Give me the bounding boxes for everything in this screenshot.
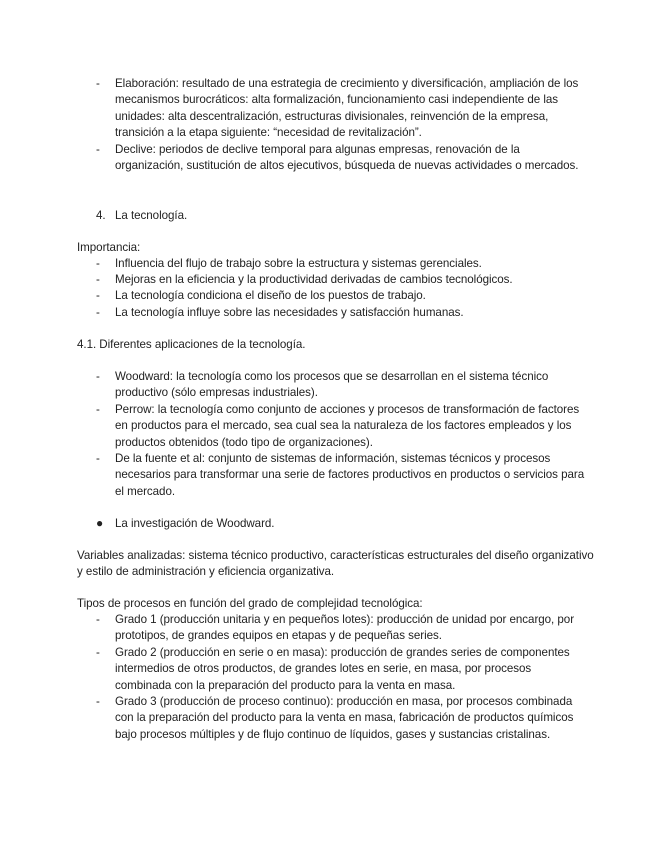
list-dash: - (96, 646, 100, 659)
list-dash: - (96, 613, 100, 626)
section-title-tecnologia: La tecnología. (115, 209, 188, 222)
aplicacion-perrow: Perrow: la tecnología como conjunto de acciones y procesos de transformación de factores en productos para el mercado, sea cual sea la naturaleza de los factores empleados y los productos obtenidos (todo tipo de organizaciones). (115, 403, 580, 449)
list-dash: - (96, 403, 100, 416)
tipos-heading: Tipos de procesos en función del grado de complejidad tecnológica: (77, 597, 423, 610)
importancia-item: La tecnología influye sobre las necesidades y satisfacción humanas. (115, 306, 464, 319)
aplicacion-woodward: Woodward: la tecnología como los procesos que se desarrollan en el sistema técnico productivo (sólo empresas industriales). (115, 370, 549, 400)
list-dash: - (96, 695, 100, 708)
section-41-heading: 4.1. Diferentes aplicaciones de la tecnología. (77, 338, 306, 351)
list-item-declive: Declive: periodos de declive temporal para algunas empresas, renovación de la organización, sustitución de altos ejecutivos, búsqueda de nuevas actividades o mercados. (115, 143, 579, 173)
bullet-icon: ● (96, 516, 104, 530)
tipo-grado-2: Grado 2 (producción en serie o en masa): producción de grandes series de componentes intermedios de otros productos, de grandes lotes en serie, en masa, por procesos combinada con la preparación del producto para la venta en masa. (115, 646, 570, 692)
list-dash: - (96, 273, 100, 286)
list-dash: - (96, 257, 100, 270)
list-dash: - (96, 289, 100, 302)
importancia-item: Mejoras en la eficiencia y la productividad derivadas de cambios tecnológicos. (115, 273, 513, 286)
list-dash: - (96, 143, 100, 156)
list-item-elaboracion: Elaboración: resultado de una estrategia de crecimiento y diversificación, ampliación de los mecanismos burocráticos: alta formalización, funcionamiento casi independiente de las unidades: alta descentralización, estructuras divisionales, reinvención de la empresa, transición a la etapa siguiente: “necesidad de revitalización”. (115, 77, 579, 140)
list-dash: - (96, 77, 100, 90)
list-dash: - (96, 452, 100, 465)
importancia-heading: Importancia: (77, 241, 141, 254)
list-dash: - (96, 306, 100, 319)
tipo-grado-1: Grado 1 (producción unitaria y en pequeños lotes): producción de unidad por encargo, por prototipos, de grandes equipos en etapas y de pequeñas series. (115, 613, 575, 643)
list-dash: - (96, 370, 100, 383)
importancia-item: Influencia del flujo de trabajo sobre la estructura y sistemas gerenciales. (115, 257, 482, 270)
importancia-item: La tecnología condiciona el diseño de los puestos de trabajo. (115, 289, 426, 302)
aplicacion-de-la-fuente: De la fuente et al: conjunto de sistemas de información, sistemas técnicos y procesos necesarios para transformar una serie de factores productivos en productos o servicios para el mercado. (115, 452, 585, 498)
section-number: 4. (96, 209, 106, 222)
variables-paragraph: Variables analizadas: sistema técnico productivo, características estructurales del diseño organizativo y estilo de administración y eficiencia organizativa. (77, 549, 594, 579)
woodward-title: La investigación de Woodward. (115, 517, 275, 530)
tipo-grado-3: Grado 3 (producción de proceso continuo): producción en masa, por procesos combinada con la preparación del producto para la venta en masa, fabricación de productos químicos bajo procesos múltiples y de flujo continuo de líquidos, gases y sustancias cristalinas. (115, 695, 574, 741)
